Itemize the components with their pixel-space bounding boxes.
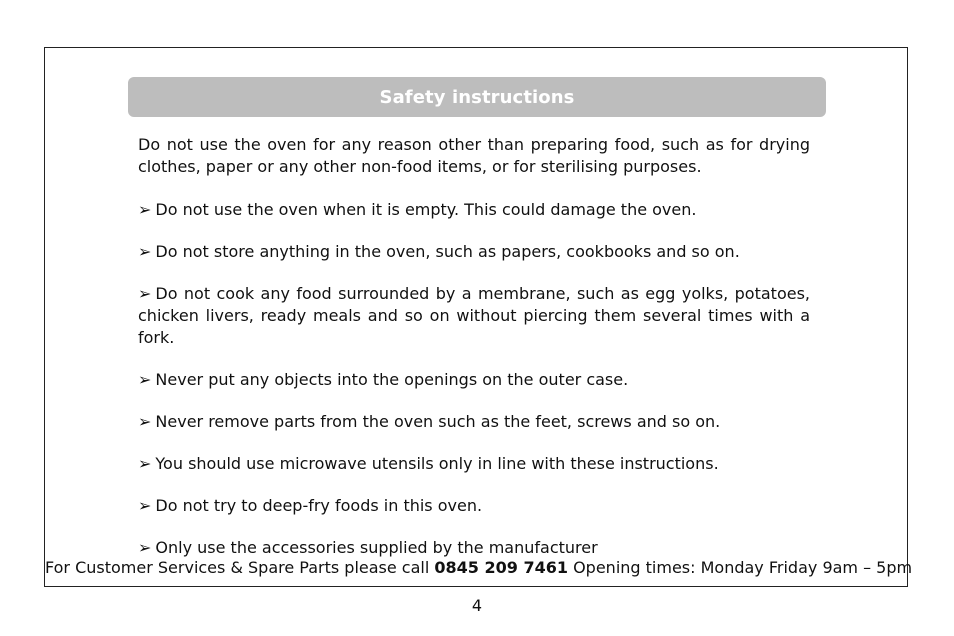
- phone-number: 0845 209 7461: [434, 558, 568, 577]
- instruction-text: Only use the accessories supplied by the manufacturer: [155, 538, 598, 557]
- instructions-content: [138, 134, 810, 559]
- arrow-bullet-icon: ➢: [138, 412, 152, 431]
- instruction-text: You should use microwave utensils only in line with these instructions.: [155, 454, 719, 473]
- instruction-text: Do not use the oven when it is empty. This could damage the oven.: [155, 200, 697, 219]
- instruction-item: [138, 241, 810, 263]
- instruction-item: [138, 453, 810, 475]
- page-frame: [44, 47, 913, 587]
- instruction-item: [138, 199, 810, 221]
- instruction-text: Never remove parts from the oven such as the feet, screws and so on.: [155, 412, 721, 431]
- instruction-text: Do not try to deep-fry foods in this oven.: [155, 496, 483, 515]
- arrow-bullet-icon: ➢: [138, 496, 152, 515]
- arrow-bullet-icon: ➢: [138, 242, 152, 261]
- intro-paragraph: Do not use the oven for any reason other than preparing food, such as for drying clothes, paper or any other non-food items, or for sterilising purposes.: [138, 135, 810, 176]
- instruction-item: [138, 411, 810, 433]
- arrow-bullet-icon: ➢: [138, 370, 152, 389]
- arrow-bullet-icon: ➢: [138, 284, 152, 303]
- footer-prefix: For Customer Services & Spare Parts please call: [45, 558, 435, 577]
- arrow-bullet-icon: ➢: [138, 200, 152, 219]
- footer-opening-times: Opening times: Monday Friday 9am – 5pm: [568, 558, 913, 577]
- section-title: Safety instructions: [379, 86, 575, 108]
- instruction-text: Do not cook any food surrounded by a membrane, such as egg yolks, potatoes, chicken livers, ready meals and so on without piercing them several times with a fork.: [138, 284, 810, 347]
- instruction-text: Do not store anything in the oven, such as papers, cookbooks and so on.: [155, 242, 740, 261]
- instruction-item: [138, 283, 810, 349]
- arrow-bullet-icon: ➢: [138, 538, 152, 557]
- section-header: [128, 77, 826, 117]
- instruction-item: [138, 537, 810, 559]
- customer-services-footer: [45, 557, 913, 579]
- page-number: 4: [471, 596, 483, 615]
- instruction-text: Never put any objects into the openings on the outer case.: [155, 370, 629, 389]
- arrow-bullet-icon: ➢: [138, 454, 152, 473]
- instruction-item: [138, 495, 810, 517]
- instruction-item: [138, 369, 810, 391]
